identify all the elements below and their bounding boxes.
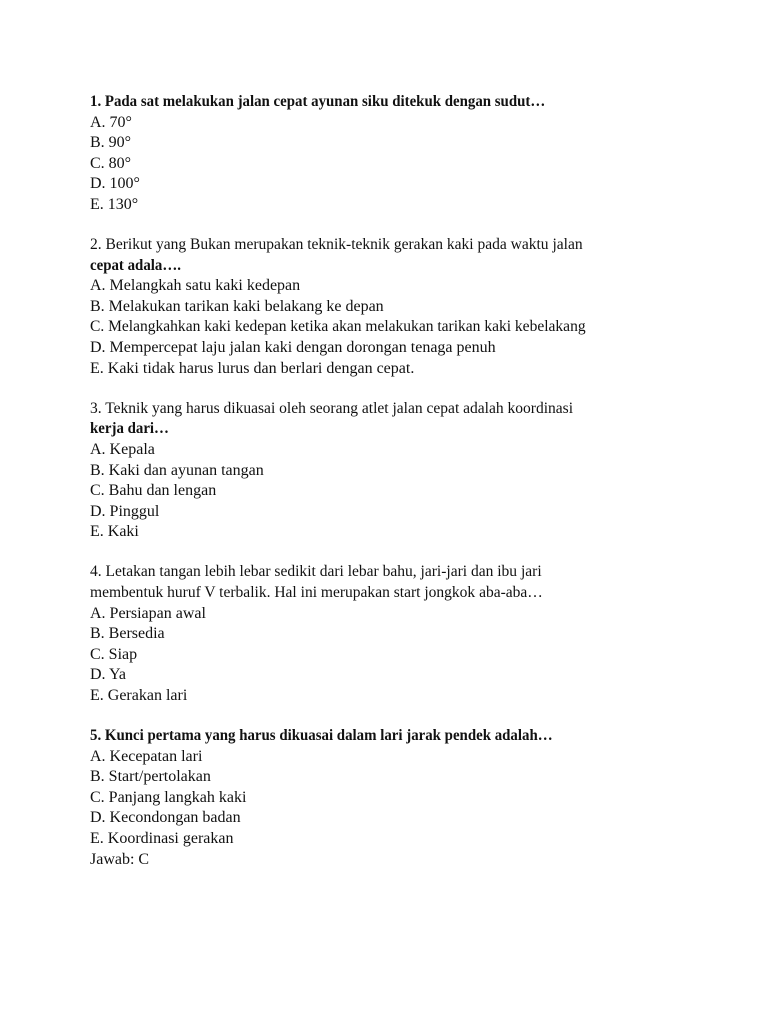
question-1-option-b: B. 90° [90,134,132,152]
question-4-option-c: C. Siap [90,645,138,663]
question-2-option-d: D. Mempercepat laju jalan kaki dengan dorongan tenaga penuh [90,339,496,357]
question-2-option-b: B. Melakukan tarikan kaki belakang ke depan [90,297,384,315]
question-4-stem-line-2: membentuk huruf V terbalik. Hal ini merupakan start jongkok aba-aba… [90,583,543,601]
question-5-answer: Jawab: C [90,850,150,868]
question-2-stem-line-2: cepat adala…. [90,256,181,274]
question-4-stem-line-1: 4. Letakan tangan lebih lebar sedikit dari lebar bahu, jari-jari dan ibu jari [90,563,542,581]
question-5-stem: 5. Kunci pertama yang harus dikuasai dalam lari jarak pendek adalah… [90,727,553,745]
question-1-option-e: E. 130° [90,195,139,213]
question-3-option-c: C. Bahu dan lengan [90,482,217,500]
question-4-option-d: D. Ya [90,666,127,684]
question-2-stem-line-1: 2. Berikut yang Bukan merupakan teknik-teknik gerakan kaki pada waktu jalan [90,236,583,254]
question-2 [90,235,730,379]
question-3-option-e: E. Kaki [90,523,139,541]
question-4-option-e: E. Gerakan lari [90,686,188,704]
question-5-option-a: A. Kecepatan lari [90,747,203,765]
question-5-option-c: C. Panjang langkah kaki [90,788,247,806]
question-3-option-a: A. Kepala [90,440,155,458]
question-1-option-d: D. 100° [90,175,140,193]
question-1-stem: 1. Pada sat melakukan jalan cepat ayunan siku ditekuk dengan sudut… [90,93,546,110]
question-5 [90,726,730,870]
question-3-stem-line-1: 3. Teknik yang harus dikuasai oleh seorang atlet jalan cepat adalah koordinasi [90,399,574,417]
question-3-option-b: B. Kaki dan ayunan tangan [90,461,264,479]
question-5-option-b: B. Start/pertolakan [90,768,211,786]
question-1-option-c: C. 80° [90,154,132,172]
question-1 [90,92,730,216]
question-3-stem-line-2: kerja dari… [90,420,169,438]
question-2-option-a: A. Melangkah satu kaki kedepan [90,277,301,295]
question-4 [90,562,730,706]
question-1-option-a: A. 70° [90,113,132,131]
document-page [90,92,730,890]
question-2-option-e: E. Kaki tidak harus lurus dan berlari dengan cepat. [90,359,415,377]
question-5-option-e: E. Koordinasi gerakan [90,830,234,847]
question-2-option-c: C. Melangkahkan kaki kedepan ketika akan melakukan tarikan kaki kebelakang [90,318,586,336]
question-3 [90,399,730,543]
question-3-option-d: D. Pinggul [90,502,160,520]
question-4-option-b: B. Bersedia [90,625,165,643]
question-5-option-d: D. Kecondongan badan [90,809,241,827]
question-4-option-a: A. Persiapan awal [90,604,206,622]
